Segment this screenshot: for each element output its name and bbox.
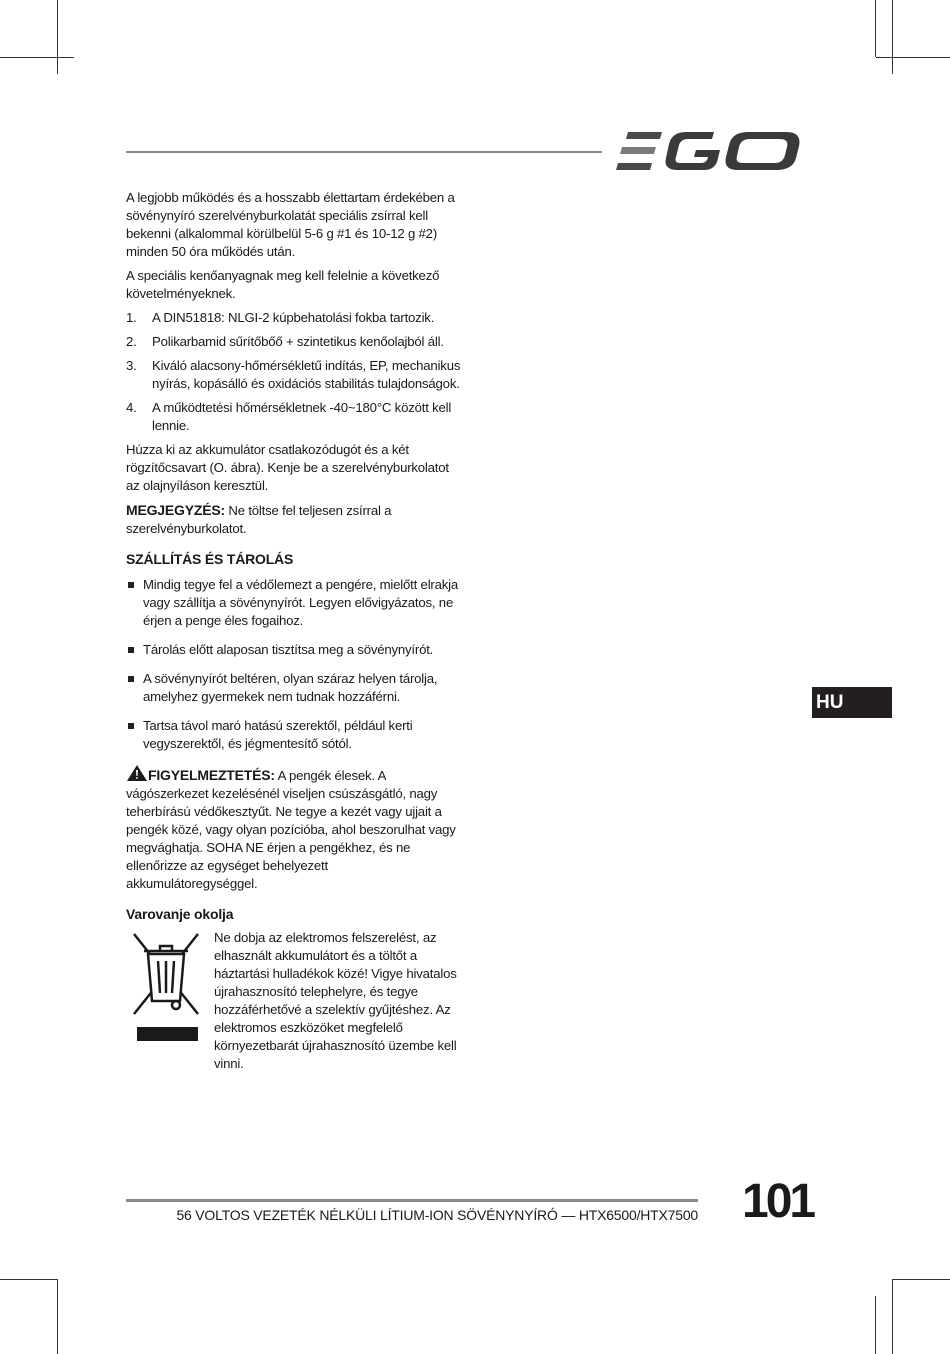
item-number: 3.	[126, 358, 137, 373]
crop-mark	[57, 1279, 58, 1354]
footer-title: 56 VOLTOS VEZETÉK NÉLKÜLI LÍTIUM-ION SÖVÉNYNYÍRÓ — HTX6500/HTX7500	[176, 1207, 698, 1223]
warning-paragraph	[126, 764, 461, 893]
item-text: A DIN51818: NLGI-2 kúpbehatolási fokba tartozik.	[152, 310, 435, 325]
requirements-list	[126, 309, 461, 435]
warning-icon	[126, 764, 148, 782]
transport-heading: SZÁLLÍTÁS ÉS TÁROLÁS	[126, 551, 294, 567]
transport-list	[126, 576, 461, 753]
weee-bin-icon	[126, 929, 206, 1044]
requirements-intro: A speciális kenőanyagnak meg kell felelnie a következő követelményeknek.	[126, 268, 440, 301]
note-paragraph	[126, 501, 461, 538]
item-text: Kiváló alacsony-hőmérsékletű indítás, EP, mechanikus nyírás, kopásálló és oxidációs stabilitás tulajdonságok.	[152, 358, 461, 391]
language-tab: HU	[812, 687, 892, 718]
item-text: Tartsa távol maró hatású szerektől, például kerti vegyszerektől, és jégmentesítő sótól.	[143, 718, 413, 751]
item-text: Mindig tegye fel a védőlemezt a pengére, mielőtt elrakja vagy szállítja a sövénynyírót. Legyen elővigyázatos, ne érjen a penge éles fogaihoz.	[143, 577, 459, 628]
list-item	[126, 717, 461, 753]
weee-bar	[137, 1027, 198, 1041]
warning-text: A pengék élesek. A vágószerkezet kezelésénél viseljen csúszásgátló, nagy teherbírású védőkesztyűt. Ne tegye a kezét vagy ujjait a pengék közé, vagy olyan pozícióba, ahol beszorulhat vagy megvághatja. SOHA NE érjen a pengékhez, és ne ellenőrizze az egységet behelyezett akkumulátoregységgel.	[126, 768, 456, 891]
environment-text: Ne dobja az elektromos felszerelést, az elhasznált akkumulátort és a töltőt a háztartási hulladékok közé! Vigye hivatalos újrahasznosító telephelyre, és tegye hozzáférhetővé a szelektív gyűjtéshez. Az elektromos eszközöket megfelelő környezetbarát újrahasznosító üzembe kell vinni.	[214, 930, 457, 1071]
note-text: Ne töltse fel teljesen zsírral a szerelvényburkolatot.	[126, 503, 392, 536]
item-text: Polikarbamid sűrítőbőő + szintetikus kenőolajból áll.	[152, 334, 444, 349]
page-number: 101	[742, 1175, 814, 1228]
main-column	[126, 189, 461, 1073]
list-item	[126, 576, 461, 630]
item-number: 1.	[126, 310, 137, 325]
crop-mark	[876, 57, 950, 58]
crossed-bin-icon	[126, 929, 206, 1024]
crop-mark	[875, 1296, 876, 1354]
crop-mark	[0, 57, 74, 58]
item-text: Tárolás előtt alaposan tisztítsa meg a sövénynyírót.	[143, 642, 434, 657]
item-text: A működtetési hőmérsékletnek -40~180°C között kell lennie.	[152, 400, 452, 433]
crop-mark	[0, 1279, 57, 1280]
header-rule	[126, 151, 602, 153]
list-item	[126, 333, 461, 351]
environment-heading: Varovanje okolja	[126, 906, 234, 922]
intro-paragraph: A legjobb működés és a hosszabb élettartam érdekében a sövénynyíró szerelvényburkolatát speciális zsírral kell bekenni (alkalommal körülbelül 5-6 g #1 és 10-12 g #2) minden 50 óra működés után.	[126, 190, 455, 259]
crop-mark	[875, 0, 876, 57]
bullet-icon	[128, 723, 134, 729]
ego-logo	[616, 128, 802, 174]
footer-rule	[126, 1199, 698, 1202]
warning-label: FIGYELMEZTETÉS:	[148, 767, 275, 783]
instruction-paragraph: Húzza ki az akkumulátor csatlakozódugót és a két rögzítőcsavart (O. ábra). Kenje be a szerelvényburkolatot az olajnyíláson keresztül.	[126, 442, 449, 493]
item-text: A sövénynyírót beltéren, olyan száraz helyen tárolja, amelyhez gyermekek nem tudnak hozzáférni.	[143, 671, 438, 704]
list-item	[126, 670, 461, 706]
bullet-icon	[128, 582, 134, 588]
item-number: 4.	[126, 400, 137, 415]
list-item	[126, 641, 461, 659]
crop-mark	[892, 1279, 893, 1354]
list-item	[126, 399, 461, 435]
item-number: 2.	[126, 334, 137, 349]
bullet-icon	[128, 676, 134, 682]
crop-mark	[892, 1279, 950, 1280]
note-label: MEGJEGYZÉS:	[126, 502, 225, 518]
environment-section	[126, 929, 461, 1073]
list-item	[126, 309, 461, 327]
list-item	[126, 357, 461, 393]
crop-mark	[892, 0, 893, 74]
crop-mark	[57, 0, 58, 74]
bullet-icon	[128, 647, 134, 653]
